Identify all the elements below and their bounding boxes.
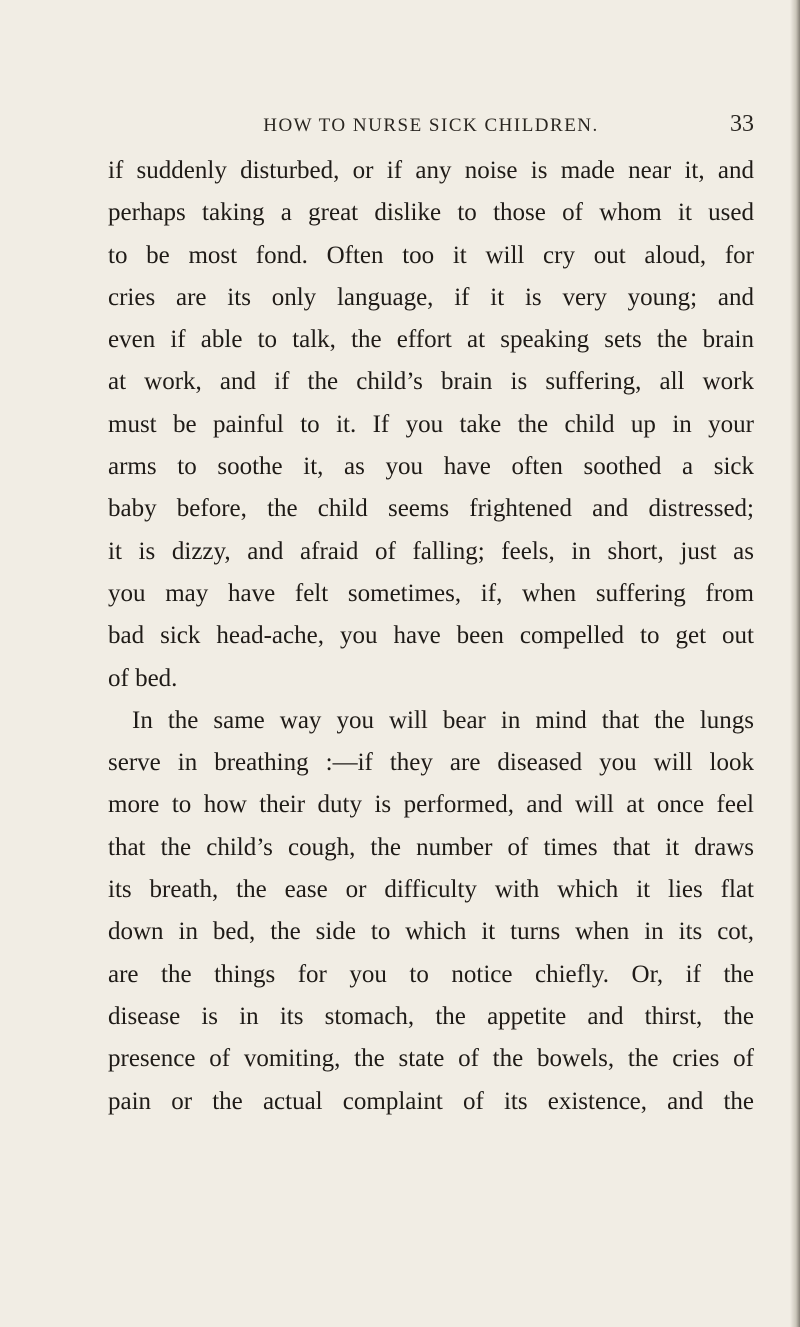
text-line: arms to soothe it, as you have often soothed a sick — [108, 453, 754, 481]
text-line: bad sick head-ache, you have been compelled to get out — [108, 622, 754, 650]
running-head — [108, 111, 754, 141]
text-line: disease is in its stomach, the appetite and thirst, the — [108, 1002, 754, 1030]
text-line: that the child’s cough, the number of times that it draws — [108, 833, 754, 861]
text-line: presence of vomiting, the state of the bowels, the cries of — [108, 1045, 754, 1073]
text-line: even if able to talk, the effort at speaking sets the brain — [108, 326, 754, 354]
text-line: you may have felt sometimes, if, when suffering from — [108, 579, 754, 607]
text-line: of bed. — [108, 664, 178, 692]
page-binding-edge — [790, 0, 800, 1327]
text-line: down in bed, the side to which it turns when in its cot, — [108, 918, 754, 946]
text-line: cries are its only language, if it is very young; and — [108, 283, 754, 311]
running-title: HOW TO NURSE SICK CHILDREN. — [263, 115, 599, 136]
text-line: if suddenly disturbed, or if any noise is made near it, and — [108, 157, 754, 184]
text-line: it is dizzy, and afraid of falling; feels, in short, just as — [108, 537, 754, 565]
text-line: are the things for you to notice chiefly. Or, if the — [108, 960, 754, 988]
text-line: serve in breathing :—if they are diseased you will look — [108, 749, 754, 777]
page-number: 33 — [730, 111, 754, 137]
text-line: at work, and if the child’s brain is suffering, all work — [108, 368, 754, 396]
text-line: to be most fond. Often too it will cry out aloud, for — [108, 241, 754, 269]
text-line: more to how their duty is performed, and will at once feel — [108, 791, 754, 819]
text-line: perhaps taking a great dislike to those of whom it used — [108, 199, 754, 227]
text-line: its breath, the ease or difficulty with which it lies flat — [108, 876, 754, 904]
text-line: pain or the actual complaint of its existence, and the — [108, 1087, 754, 1115]
body-text — [108, 150, 754, 1123]
text-line: must be painful to it. If you take the child up in your — [108, 410, 754, 438]
text-line: In the same way you will bear in mind that the lungs — [132, 706, 754, 734]
text-line: baby before, the child seems frightened and distressed; — [108, 495, 754, 523]
